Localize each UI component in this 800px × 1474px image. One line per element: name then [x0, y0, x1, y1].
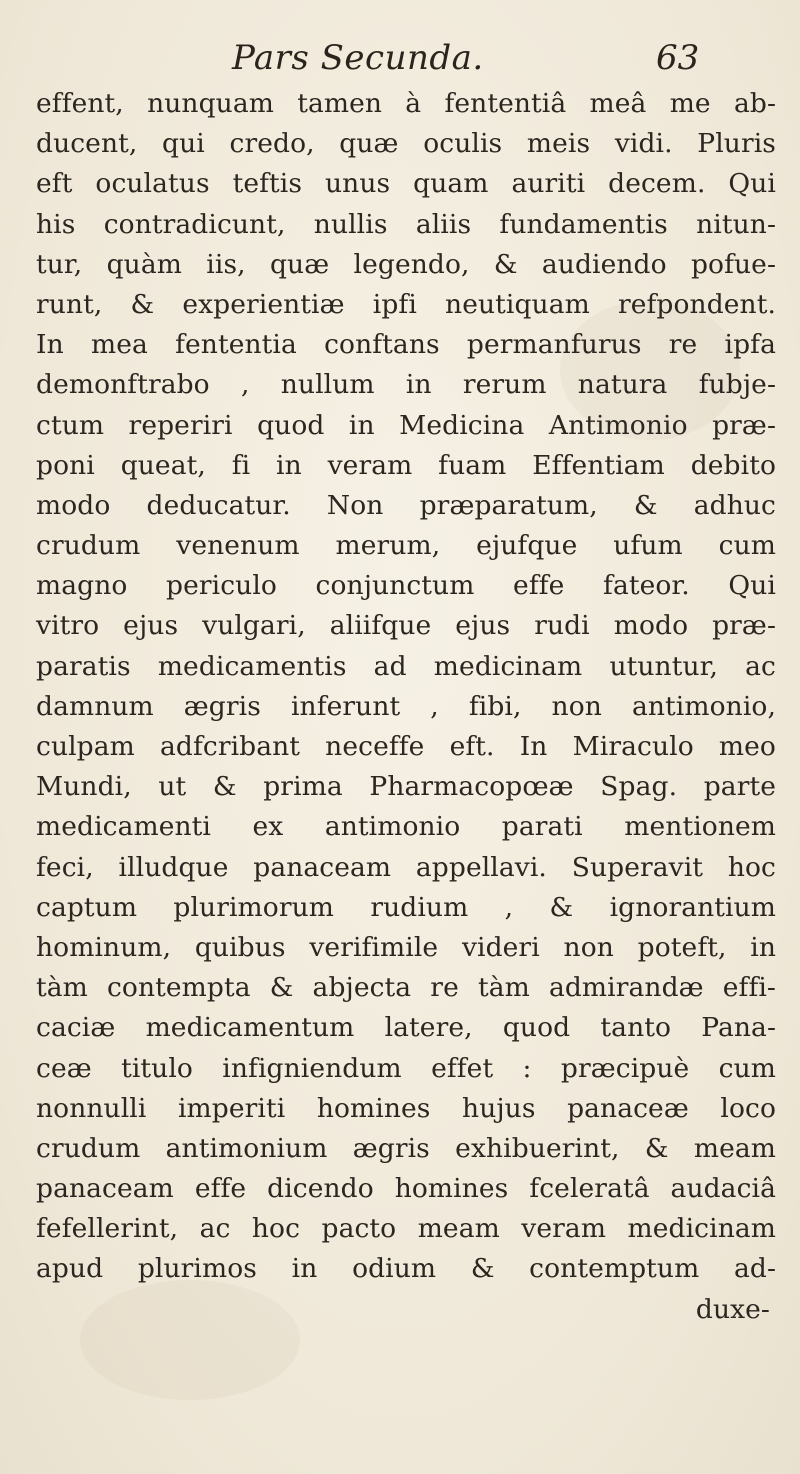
text-line: crudum venenum merum, ejufque ufum cum: [36, 530, 776, 562]
text-line: culpam adfcribant neceffe eft. In Miraculo meo: [36, 731, 776, 762]
text-line: crudum antimonium ægris exhibuerint, & meam: [36, 1132, 776, 1164]
text-line: ctum reperiri quod in Medicina Antimonio præ-: [36, 409, 776, 441]
text-line: modo deducatur. Non præparatum, & adhuc: [36, 489, 776, 521]
text-line: his contradicunt, nullis aliis fundamentis nitun-: [36, 208, 776, 240]
body-text: [36, 84, 776, 1330]
text-line: In mea fententia conftans permanfurus re ipfa: [36, 329, 776, 361]
running-head: Pars Secunda.: [232, 38, 484, 78]
text-line: tur, quàm iis, quæ legendo, & audiendo pofue-: [36, 248, 776, 280]
text-line: runt, & experientiæ ipfi neutiquam refpondent.: [36, 288, 776, 320]
text-line: fefellerint, ac hoc pacto meam veram medicinam: [36, 1213, 776, 1245]
text-line: panaceam effe dicendo homines fceleratâ audaciâ: [36, 1173, 776, 1205]
text-line: Mundi, ut & prima Pharmacopœæ Spag. parte: [36, 771, 776, 803]
text-line: feci, illudque panaceam appellavi. Superavit hoc: [36, 851, 776, 883]
text-line: ducent, qui credo, quæ oculis meis vidi. Pluris: [36, 128, 776, 160]
text-line: apud plurimos in odium & contemptum ad-: [36, 1253, 776, 1285]
text-line: effent, nunquam tamen à fententiâ meâ me ab-: [36, 88, 776, 119]
page-number: 63: [656, 38, 700, 78]
text-line: nonnulli imperiti homines hujus panaceæ loco: [36, 1092, 776, 1124]
text-line: damnum ægris inferunt , fibi, non antimonio,: [36, 690, 776, 722]
text-line: medicamenti ex antimonio parati mentionem: [36, 811, 776, 843]
text-line: hominum, quibus verifimile videri non poteft, in: [36, 931, 776, 963]
text-line: captum plurimorum rudium , & ignorantium: [36, 891, 776, 923]
catchword: duxe-: [695, 1293, 770, 1325]
text-line: paratis medicamentis ad medicinam utuntur, ac: [36, 650, 776, 682]
page-header: [0, 30, 800, 86]
text-line: poni queat, fi in veram fuam Effentiam debito: [36, 449, 776, 481]
text-line: ceæ titulo infigniendum effet : præcipuè cum: [36, 1052, 776, 1084]
text-line: magno periculo conjunctum effe fateor. Qui: [36, 570, 776, 602]
text-line: eft oculatus teftis unus quam auriti decem. Qui: [36, 168, 776, 200]
text-line: tàm contempta & abjecta re tàm admirandæ effi-: [36, 972, 776, 1004]
text-line: demonftrabo , nullum in rerum natura fubje-: [36, 369, 776, 401]
text-line: vitro ejus vulgari, aliifque ejus rudi modo præ-: [36, 610, 776, 642]
text-line: caciæ medicamentum latere, quod tanto Pana-: [36, 1012, 776, 1044]
